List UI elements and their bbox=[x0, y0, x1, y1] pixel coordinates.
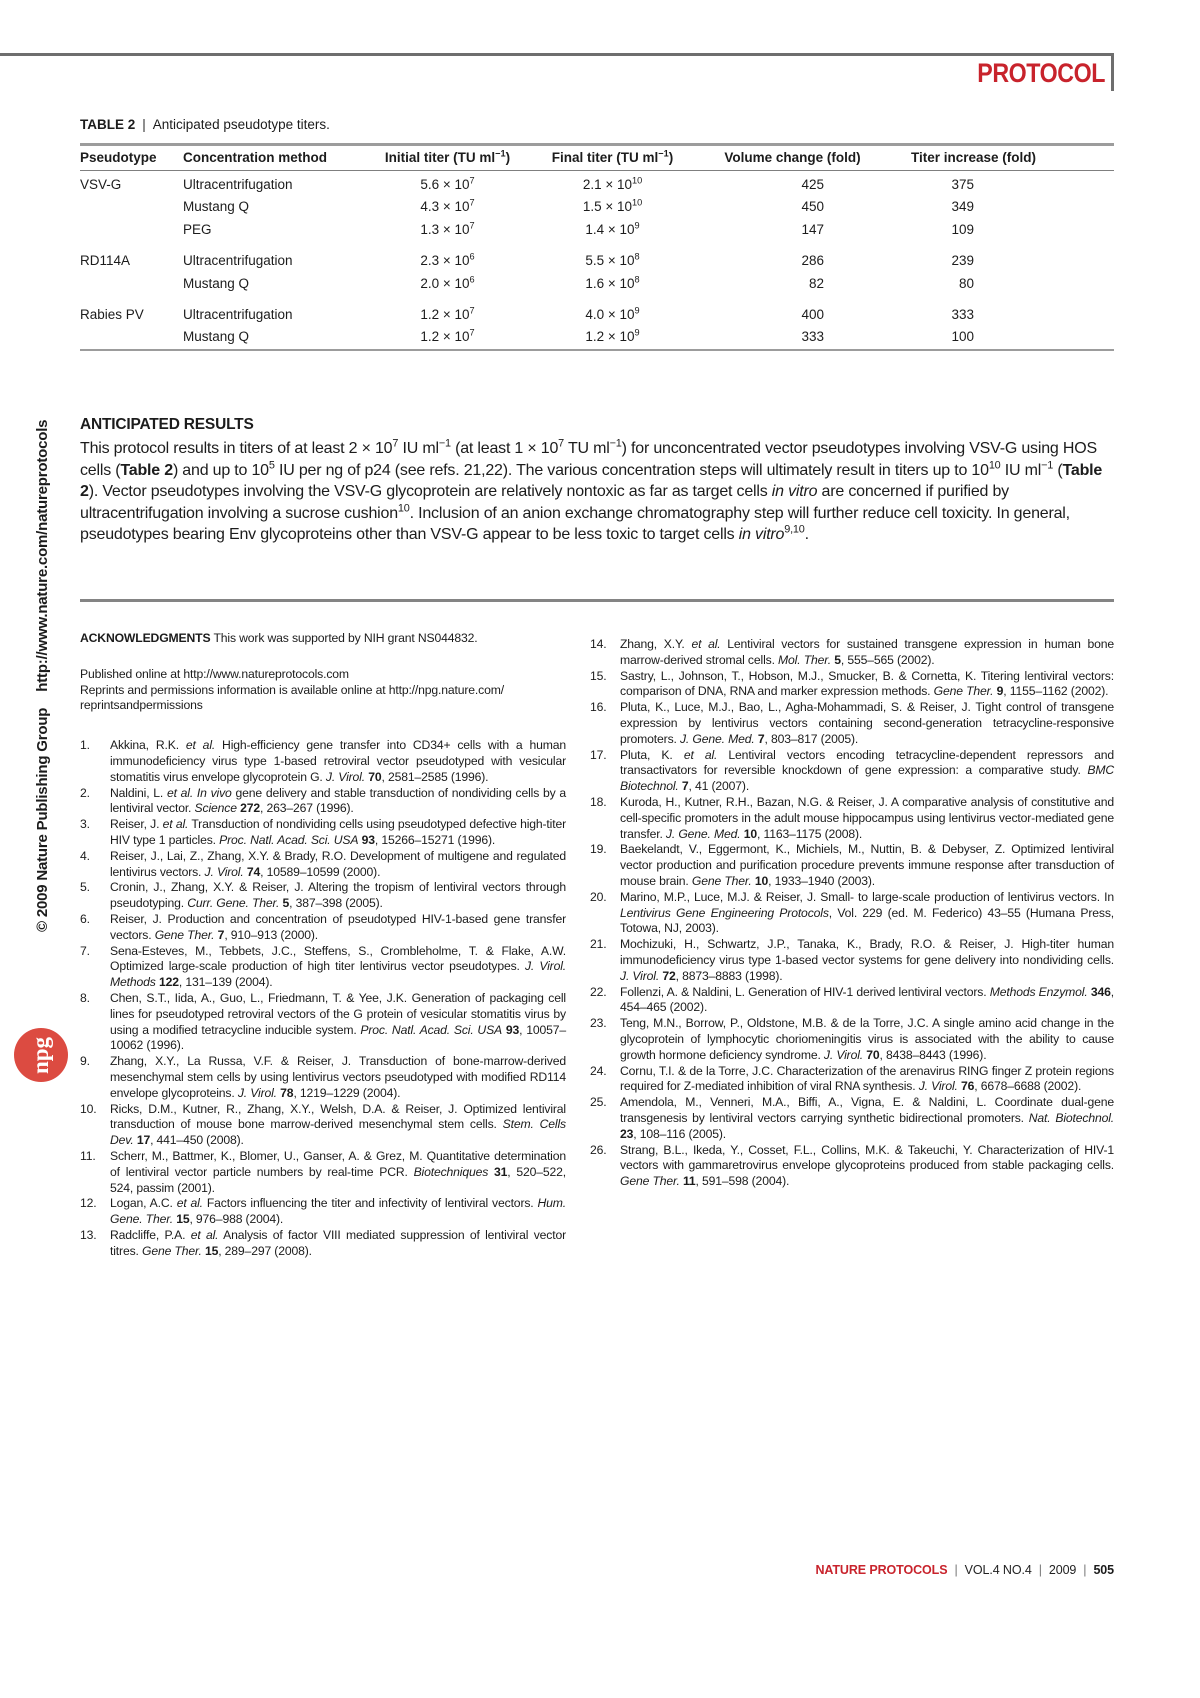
left-column bbox=[80, 631, 566, 1259]
reference-number: 3. bbox=[80, 817, 90, 832]
section-divider-rule bbox=[80, 599, 1114, 602]
reference-number: 17. bbox=[590, 747, 607, 762]
table-label: TABLE 2 bbox=[80, 117, 136, 132]
table-row bbox=[80, 171, 1114, 197]
reference-number: 7. bbox=[80, 943, 90, 958]
references-list-left bbox=[80, 738, 566, 1259]
reference-item bbox=[590, 795, 1114, 842]
cell-pseudotype bbox=[80, 219, 183, 241]
table-row bbox=[80, 196, 1114, 218]
sidebar-copyright: © 2009 Nature Publishing Group bbox=[34, 707, 51, 932]
table-row bbox=[80, 219, 1114, 241]
cell-volume-change: 425 bbox=[801, 177, 824, 192]
cell-volume-change: 450 bbox=[801, 199, 824, 215]
reference-item bbox=[80, 1196, 566, 1228]
reference-item bbox=[590, 1095, 1114, 1142]
reference-number: 11. bbox=[80, 1148, 96, 1163]
cell-volume-change: 400 bbox=[801, 307, 824, 323]
reference-item bbox=[590, 842, 1114, 889]
cell-titer: $2.1 \times 10^{10}$ bbox=[582, 175, 643, 192]
cell-titer: $1.2 \times 10^7$ bbox=[420, 305, 475, 323]
cell-titer: $2.3 \times 10^6$ bbox=[420, 251, 475, 269]
anticipated-results-paragraph: This protocol results in titers of at least $2 \times 10^7$ IU $ml^{-1}$ (at least $1 \times 10^7$ TU $ml^{-1}$) for unconcentrated vector pseudotypes involving VSV-G using HOS cells (Table 2) and up to $10^5$ IU per ng of p24 (see refs. 21,22). The various concentration steps will ultimately result in titers up to $10^{10}$ IU $ml^{-1}$ (Table 2). Vector pseudotypes involving the VSV-G glycoprotein are relatively nontoxic as far as target cells in vitro are concerned if purified by ultracentrifugation involving a sucrose cushion$^{10}$. Inclusion of an anion exchange chromatography step will further reduce cell toxicity. In general, pseudotypes bearing Env glycoproteins other than VSV-G appear to be less toxic to target cells in vitro$^{9,10}$. bbox=[80, 437, 1103, 544]
column-header-volume-change: Volume change (fold) bbox=[695, 145, 890, 171]
reference-text: Ricks, D.M., Kutner, R., Zhang, X.Y., Welsh, D.A. & Reiser, J. Optimized lentiviral transduction of mouse bone marrow-derived mesenchymal stem cells. Stem. Cells Dev. 17, 441–450 (2008). bbox=[110, 1101, 566, 1148]
reference-text: Baekelandt, V., Eggermont, K., Michiels, M., Nuttin, B. & Debyser, Z. Optimized lentiviral vector production and purification procedure prevents immune response after transduction of mouse brain. Gene Ther. 10, 1933–1940 (2003). bbox=[620, 842, 1114, 888]
sidebar-journal-url: http://www.nature.com/natureprotocols bbox=[34, 419, 51, 692]
reference-item bbox=[590, 1064, 1114, 1096]
column-header-final-titer: Final titer (TU $ml^{-1}$) bbox=[530, 145, 695, 171]
reference-item bbox=[80, 849, 566, 881]
cell-pseudotype: Rabies PV bbox=[80, 307, 144, 323]
reference-item bbox=[80, 912, 566, 944]
cell-titer-increase: 349 bbox=[951, 199, 974, 215]
references-list-right bbox=[590, 637, 1114, 1190]
cell-pseudotype: RD114A bbox=[80, 253, 131, 269]
reference-item bbox=[80, 738, 566, 785]
reference-number: 21. bbox=[590, 937, 607, 952]
reference-number: 13. bbox=[80, 1227, 97, 1242]
reference-text: Teng, M.N., Borrow, P., Oldstone, M.B. & de la Torre, J.C. A single amino acid change in the glycoprotein of lymphocytic choriomeningitis virus is associated with the ability to cause growth hormone deficiency syndrome. J. Virol. 70, 8438–8443 (1996). bbox=[620, 1016, 1114, 1062]
reference-text: Scherr, M., Battmer, K., Blomer, U., Ganser, A. & Grez, M. Quantitative determination of lentiviral vector particle numbers by real-time PCR. Biotechniques 31, 520–522, 524, passim (2001). bbox=[110, 1148, 566, 1195]
reference-item bbox=[80, 1149, 566, 1196]
cell-titer: $5.6 \times 10^7$ bbox=[420, 175, 475, 192]
table-row bbox=[80, 326, 1114, 349]
published-online-line: Published online at http://www.natureprotocols.com bbox=[80, 666, 349, 681]
reference-text: Zhang, X.Y., La Russa, V.F. & Reiser, J. Transduction of bone-marrow-derived mesenchymal stem cells by using lentivirus vectors pseudotyped with modified RD114 envelope glycoproteins. J. Virol. 78, 1219–1229 (2004). bbox=[110, 1054, 566, 1100]
cell-concentration-method: PEG bbox=[183, 221, 212, 237]
reference-text: Naldini, L. et al. In vivo gene delivery and stable transduction of nondividing cells by a lentiviral vector. Science 272, 263–267 (1996). bbox=[110, 785, 567, 816]
reference-text: Marino, M.P., Luce, M.J. & Reiser, J. Small- to large-scale production of lentivirus vectors. In Lentivirus Gene Engineering Protocols, Vol. 229 (ed. M. Federico) 43–55 (Humana Press, Totowa, NJ, 2003). bbox=[620, 889, 1114, 936]
cell-titer: $1.2 \times 10^7$ bbox=[420, 327, 475, 345]
pseudotype-titer-table bbox=[80, 143, 1114, 351]
reference-item bbox=[590, 669, 1114, 701]
cell-titer: $1.6 \times 10^8$ bbox=[585, 274, 640, 291]
column-header-titer-increase: Titer increase (fold) bbox=[890, 145, 1114, 171]
npg-logo bbox=[14, 1028, 68, 1082]
footer-separator: | bbox=[1083, 1563, 1087, 1577]
reference-number: 25. bbox=[590, 1095, 607, 1110]
reference-item bbox=[590, 1143, 1114, 1190]
reference-item bbox=[80, 786, 566, 818]
header-rule-tick bbox=[1111, 53, 1114, 91]
cell-titer: $5.5 \times 10^8$ bbox=[585, 251, 640, 269]
page-type-label: PROTOCOL bbox=[977, 58, 1105, 88]
cell-titer-increase: 100 bbox=[951, 329, 974, 345]
reference-text: Akkina, R.K. et al. High-efficiency gene transfer into CD34+ cells with a human immunodeficiency virus type 1-based retroviral vector pseudotyped with vesicular stomatitis virus envelope glycoprotein G. J. Virol. 70, 2581–2585 (1996). bbox=[110, 738, 566, 784]
reference-text: Reiser, J. et al. Transduction of nondividing cells using pseudotyped defective high-titer HIV type 1 particles. Proc. Natl. Acad. Sci. USA 93, 15266–15271 (1996). bbox=[110, 817, 566, 847]
reference-text: Kuroda, H., Kutner, R.H., Bazan, N.G. & Reiser, J. A comparative analysis of constitutive and cell-specific promoters in the adult mouse hippocampus using lentivirus vector-mediated gene transfer. J. Gene. Med. 10, 1163–1175 (2008). bbox=[620, 794, 1114, 841]
page-footer bbox=[600, 1563, 1114, 1577]
acknowledgments-line: ACKNOWLEDGMENTS This work was supported by NIH grant NS044832. bbox=[80, 631, 478, 645]
reference-text: Cornu, T.I. & de la Torre, J.C. Characterization of the arenavirus RING finger Z protein regions required for Z-mediated inhibition of viral RNA synthesis. J. Virol. 76, 6678–6688 (2002). bbox=[620, 1063, 1114, 1094]
cell-titer-increase: 375 bbox=[951, 177, 974, 192]
cell-concentration-method: Ultracentrifugation bbox=[183, 253, 293, 269]
table-caption bbox=[80, 117, 330, 132]
cell-volume-change: 286 bbox=[801, 253, 824, 269]
reference-number: 8. bbox=[80, 990, 90, 1005]
reference-text: Cronin, J., Zhang, X.Y. & Reiser, J. Altering the tropism of lentiviral vectors through pseudotyping. Curr. Gene. Ther. 5, 387–398 (2005). bbox=[110, 880, 566, 911]
reference-item bbox=[80, 1102, 566, 1149]
reference-text: Amendola, M., Venneri, M.A., Biffi, A., Vigna, E. & Naldini, L. Coordinate dual-gene transgenesis by lentiviral vectors carrying synthetic bidirectional promoters. Nat. Biotechnol. 23, 108–116 (2005). bbox=[620, 1095, 1114, 1141]
cell-concentration-method: Ultracentrifugation bbox=[183, 307, 293, 323]
reference-text: Sena-Esteves, M., Tebbets, J.C., Steffens, S., Crombleholme, T. & Flake, A.W. Optimized large-scale production of high titer lentivirus vector pseudotypes. J. Virol. Methods 122, 131–139 (2004). bbox=[110, 943, 566, 990]
cell-pseudotype bbox=[80, 326, 183, 349]
reference-text: Strang, B.L., Ikeda, Y., Cosset, F.L., Collins, M.K. & Takeuchi, Y. Characterization of HIV-1 vectors with gammaretrovirus envelope glycoproteins produced from stable packaging cells. Gene Ther. 11, 591–598 (2004). bbox=[620, 1142, 1114, 1189]
reference-number: 18. bbox=[590, 794, 607, 809]
reference-item bbox=[590, 937, 1114, 984]
anticipated-results-heading: ANTICIPATED RESULTS bbox=[80, 416, 254, 433]
cell-volume-change: 147 bbox=[801, 221, 824, 237]
footer-separator: | bbox=[954, 1563, 958, 1577]
reference-number: 2. bbox=[80, 785, 90, 800]
reference-item bbox=[590, 890, 1114, 937]
cell-titer: $1.2 \times 10^9$ bbox=[585, 327, 640, 345]
reference-text: Zhang, X.Y. et al. Lentiviral vectors for sustained transgene expression in human bone marrow-derived stromal cells. Mol. Ther. 5, 555–565 (2002). bbox=[620, 637, 1115, 667]
cell-pseudotype bbox=[80, 196, 183, 218]
reference-item bbox=[80, 991, 566, 1054]
cell-titer: $2.0 \times 10^6$ bbox=[420, 274, 475, 291]
reference-number: 9. bbox=[80, 1054, 90, 1069]
cell-pseudotype: VSV-G bbox=[80, 177, 122, 192]
reference-text: Logan, A.C. et al. Factors influencing the titer and infectivity of lentiviral vectors. Hum. Gene. Ther. 15, 976–988 (2004). bbox=[110, 1196, 566, 1227]
footer-separator: | bbox=[1038, 1563, 1042, 1577]
cell-titer: $1.4 \times 10^9$ bbox=[585, 220, 640, 237]
reference-item bbox=[590, 748, 1114, 795]
header-rule bbox=[0, 53, 1114, 56]
footer-journal-name: NATURE PROTOCOLS bbox=[815, 1563, 948, 1577]
table-row bbox=[80, 295, 1114, 326]
publication-info bbox=[80, 667, 566, 714]
cell-titer: $1.5 \times 10^{10}$ bbox=[582, 197, 643, 215]
reference-item bbox=[80, 1228, 566, 1260]
reference-text: Follenzi, A. & Naldini, L. Generation of HIV-1 derived lentiviral vectors. Methods Enzymol. 346, 454–465 (2002). bbox=[620, 984, 1114, 1015]
reference-number: 16. bbox=[590, 700, 607, 715]
reference-item bbox=[590, 700, 1114, 747]
footer-volume: VOL.4 NO.4 bbox=[964, 1563, 1032, 1577]
cell-titer: $1.3 \times 10^7$ bbox=[420, 220, 475, 237]
reference-item bbox=[590, 985, 1114, 1017]
reference-number: 22. bbox=[590, 984, 607, 999]
reprints-line-continued: reprintsandpermissions bbox=[80, 698, 203, 713]
reference-number: 6. bbox=[80, 911, 90, 926]
cell-titer: $4.3 \times 10^7$ bbox=[420, 197, 475, 215]
cell-concentration-method: Mustang Q bbox=[183, 329, 250, 345]
reference-text: Mochizuki, H., Schwartz, J.P., Tanaka, K., Brady, R.O. & Reiser, J. High-titer human immunodeficiency virus type 1-based vector systems for gene delivery into nondividing cells. J. Virol. 72, 8873–8883 (1998). bbox=[620, 937, 1114, 983]
reprints-line: Reprints and permissions information is available online at http://npg.nature.com/ bbox=[80, 682, 504, 697]
reference-text: Pluta, K. et al. Lentiviral vectors encoding tetracycline-dependent repressors and transactivators for reversible knockdown of gene expression: a comparative study. BMC Biotechnol. 7, 41 (2007). bbox=[620, 747, 1114, 794]
reference-item bbox=[80, 880, 566, 912]
reference-item bbox=[80, 1054, 566, 1101]
reference-text: Reiser, J., Lai, Z., Zhang, X.Y. & Brady, R.O. Development of multigene and regulated lentivirus vectors. J. Virol. 74, 10589–10599 (2000). bbox=[110, 848, 566, 879]
reference-text: Chen, S.T., Iida, A., Guo, L., Friedmann, T. & Yee, J.K. Generation of packaging cell lines for pseudotyped retroviral vectors of the G protein of vesicular stomatitis virus by using a modified tetracycline inducible system. Proc. Natl. Acad. Sci. USA 93, 10057–10062 (1996). bbox=[110, 990, 566, 1053]
reference-item bbox=[590, 1016, 1114, 1063]
table-caption-divider: | bbox=[142, 117, 146, 132]
reference-item bbox=[80, 817, 566, 849]
sidebar-rotated-text bbox=[34, 420, 51, 932]
reference-text: Pluta, K., Luce, M.J., Bao, L., Agha-Mohammadi, S. & Reiser, J. Tight control of transgene expression by lentivirus vectors containing second-generation tetracycline-responsive promoters. J. Gene. Med. 7, 803–817 (2005). bbox=[620, 700, 1114, 746]
reference-number: 14. bbox=[590, 637, 607, 651]
cell-titer-increase: 80 bbox=[958, 275, 974, 291]
column-header-pseudotype: Pseudotype bbox=[80, 145, 183, 171]
reference-number: 10. bbox=[80, 1101, 97, 1116]
reference-text: Sastry, L., Johnson, T., Hobson, M.J., Smucker, B. & Cornetta, K. Titering lentiviral vectors: comparison of DNA, RNA and marker expression methods. Gene Ther. 9, 1155–1162 (2002). bbox=[620, 668, 1114, 699]
cell-concentration-method: Ultracentrifugation bbox=[183, 177, 293, 192]
cell-pseudotype bbox=[80, 273, 183, 295]
reference-number: 4. bbox=[80, 848, 90, 863]
reference-text: Radcliffe, P.A. et al. Analysis of factor VIII mediated suppression of lentiviral vector titres. Gene Ther. 15, 289–297 (2008). bbox=[110, 1227, 566, 1258]
cell-titer-increase: 333 bbox=[951, 307, 974, 323]
reference-number: 12. bbox=[80, 1196, 97, 1211]
cell-titer-increase: 109 bbox=[951, 221, 974, 237]
cell-titer: $4.0 \times 10^9$ bbox=[585, 305, 640, 323]
footer-year: 2009 bbox=[1048, 1563, 1077, 1577]
cell-concentration-method: Mustang Q bbox=[183, 199, 250, 215]
cell-concentration-method: Mustang Q bbox=[183, 275, 250, 291]
table-row bbox=[80, 241, 1114, 272]
footer-page-number: 505 bbox=[1093, 1563, 1114, 1577]
reference-number: 5. bbox=[80, 880, 90, 895]
cell-titer-increase: 239 bbox=[951, 253, 974, 269]
reference-number: 26. bbox=[590, 1142, 607, 1157]
reference-number: 15. bbox=[590, 668, 607, 683]
reference-item bbox=[80, 944, 566, 991]
reference-number: 19. bbox=[590, 842, 607, 857]
table-header-row bbox=[80, 145, 1114, 171]
reference-number: 23. bbox=[590, 1016, 607, 1031]
table-caption-text: Anticipated pseudotype titers. bbox=[152, 117, 330, 132]
reference-number: 1. bbox=[80, 738, 90, 753]
cell-volume-change: 82 bbox=[808, 275, 824, 291]
reference-text: Reiser, J. Production and concentration of pseudotyped HIV-1-based gene transfer vectors. Gene Ther. 7, 910–913 (2000). bbox=[110, 911, 566, 942]
cell-volume-change: 333 bbox=[801, 329, 824, 345]
column-header-concentration-method: Concentration method bbox=[183, 145, 365, 171]
npg-logo-text: npg bbox=[28, 1036, 54, 1074]
column-header-initial-titer: Initial titer (TU $ml^{-1}$) bbox=[365, 145, 530, 171]
table-row bbox=[80, 273, 1114, 295]
reference-item bbox=[590, 637, 1114, 669]
reference-number: 20. bbox=[590, 889, 607, 904]
reference-number: 24. bbox=[590, 1063, 607, 1078]
